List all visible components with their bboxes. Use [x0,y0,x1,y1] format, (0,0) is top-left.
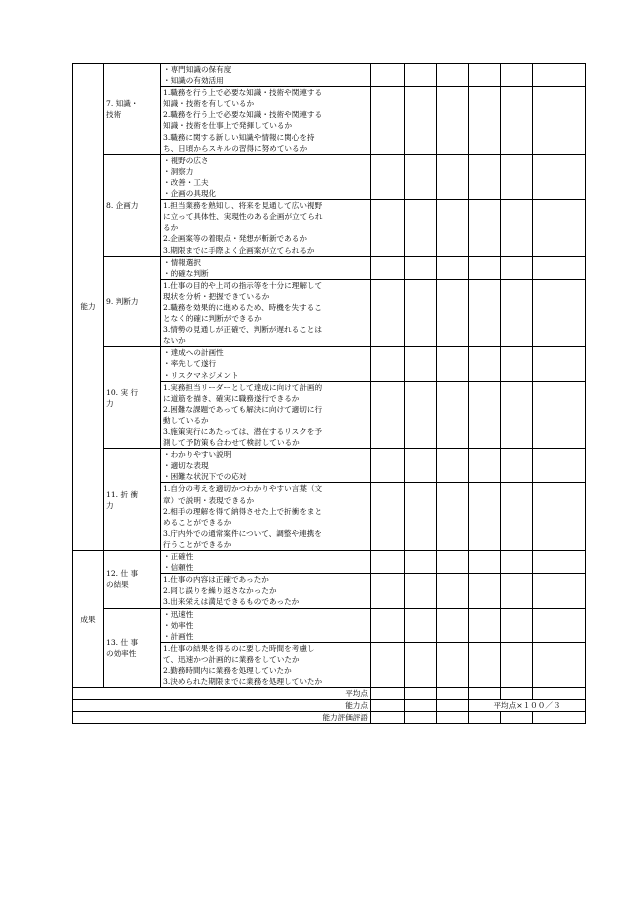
score-cell[interactable] [501,642,533,687]
item-label [104,449,161,551]
item-label-line: 12. 仕 事 [106,569,139,579]
score-cell[interactable] [437,381,469,449]
score-cell[interactable] [371,200,405,256]
score-cell[interactable] [437,700,469,712]
score-cell[interactable] [501,279,533,347]
score-cell[interactable] [371,279,405,347]
score-cell[interactable] [501,688,533,700]
item-label-line: 技術 [106,109,122,119]
evaluation-question: 1.担当業務を熟知し、将来を見通して広い視野 [163,201,323,211]
item-label-line: 11. 折 衝 [106,489,139,499]
evaluation-points [161,449,371,483]
item-label-line: 8. 企画力 [106,200,139,210]
evaluation-question: 知識・技術を仕事上で発揮しているか [163,121,293,131]
score-cell[interactable] [437,483,469,551]
score-cell[interactable] [469,64,501,87]
criteria-row [73,608,586,642]
evaluation-point: ・効率性 [163,620,194,630]
item-label-line: の結果 [106,580,129,590]
score-cell[interactable] [533,551,586,574]
item-label-line: 9. 判断力 [106,296,139,306]
score-cell[interactable] [371,608,405,642]
score-cell[interactable] [437,279,469,347]
evaluation-question: 3.庁内外での通常案件について、調整や連携を [163,528,322,538]
score-cell[interactable] [533,154,586,199]
evaluation-question: 1.実務担当リーダーとして達成に向けて計画的 [163,382,323,392]
evaluation-question: るか [163,223,179,233]
score-cell[interactable] [371,256,405,279]
score-cell[interactable] [405,688,437,700]
evaluation-point: ・信頼性 [163,563,194,573]
score-cell[interactable] [405,483,437,551]
score-cell[interactable] [533,574,586,608]
evaluation-questions [161,279,371,347]
evaluation-point: ・改善・工夫 [163,177,209,187]
evaluation-question: めることができるか [163,517,232,527]
average-label: 平均点 [73,688,371,700]
score-cell[interactable] [501,449,533,483]
item-label [104,154,161,256]
score-cell[interactable] [533,347,586,381]
evaluation-question: 2.相手の理解を得て納得させた上で折衝をまと [163,506,323,516]
score-cell[interactable] [405,381,437,449]
score-cell[interactable] [371,347,405,381]
score-cell[interactable] [371,64,405,87]
evaluation-question: 3.施策実行にあたっては、潜在するリスクを予 [163,427,322,436]
score-cell[interactable] [533,483,586,551]
score-cell[interactable] [371,700,405,712]
evaluation-point: ・専門知識の保有度 [163,65,232,74]
score-cell[interactable] [533,200,586,256]
score-cell[interactable] [405,256,437,279]
score-cell[interactable] [533,64,586,87]
criteria-row [73,256,586,279]
evaluation-point: ・適切な表現 [163,461,209,471]
ability-evaluation-label: 能力評価評語 [73,712,371,724]
score-cell[interactable] [533,642,586,687]
score-cell[interactable] [405,642,437,687]
score-cell[interactable] [469,347,501,381]
evaluation-point: ・的確な判断 [163,268,209,278]
score-cell[interactable] [371,712,405,724]
criteria-row [73,64,586,87]
score-cell[interactable] [501,154,533,199]
evaluation-question: 1.仕事の目的や上司の指示等を十分に理解して [163,280,323,290]
score-cell[interactable] [437,256,469,279]
score-cell[interactable] [437,200,469,256]
score-cell[interactable] [437,154,469,199]
score-cell[interactable] [469,256,501,279]
score-cell[interactable] [533,381,586,449]
item-label-line: 力 [106,398,114,408]
footer-average-row [73,688,586,700]
item-label [104,608,161,688]
evaluation-point: ・リスクマネジメント [163,370,239,380]
score-cell[interactable] [501,87,533,155]
score-cell[interactable] [437,642,469,687]
score-cell[interactable] [437,64,469,87]
evaluation-question: 1.仕事の内容は正確であったか [163,575,269,585]
score-cell[interactable] [405,608,437,642]
score-cell[interactable] [405,64,437,87]
evaluation-question: となく的確に判断ができるか [163,314,262,324]
evaluation-questions [161,87,371,155]
score-cell[interactable] [533,449,586,483]
score-cell[interactable] [501,64,533,87]
score-cell[interactable] [437,87,469,155]
evaluation-question: 2.勤務時間内に業務を処理していたか [163,665,292,675]
evaluation-question: 測して予防策も合わせて検討しているか [163,438,300,448]
evaluation-question: 2.企画案等の着眼点・発想が斬新であるか [163,234,307,244]
score-cell[interactable] [437,449,469,483]
evaluation-table [72,63,586,724]
score-cell[interactable] [533,87,586,155]
score-cell[interactable] [405,279,437,347]
evaluation-point: ・視野の広さ [163,155,209,165]
score-cell[interactable] [371,154,405,199]
score-cell[interactable] [437,551,469,574]
item-label-line: 力 [106,500,114,510]
score-cell[interactable] [533,608,586,642]
evaluation-question: 1.仕事の結果を得るのに要した時間を考慮し [163,643,315,653]
score-cell[interactable] [437,608,469,642]
evaluation-question: 2.同じ誤りを繰り返さなかったか [163,586,277,596]
score-cell[interactable] [405,347,437,381]
evaluation-points [161,551,371,574]
evaluation-point: ・洞察力 [163,166,194,176]
evaluation-questions [161,381,371,449]
score-cell[interactable] [501,200,533,256]
evaluation-question: 知識・技術を有しているか [163,99,255,109]
score-cell[interactable] [371,483,405,551]
evaluation-question: 3.期限までに手際よく企画案が立てられるか [163,245,315,255]
score-cell[interactable] [469,87,501,155]
item-label-line: 7. 知識・ [106,98,139,108]
category-results: 成果 [73,551,104,688]
evaluation-point: ・達成への計画性 [163,348,224,358]
score-cell[interactable] [469,381,501,449]
score-cell[interactable] [405,574,437,608]
score-cell[interactable] [501,347,533,381]
score-cell[interactable] [371,574,405,608]
score-cell[interactable] [533,256,586,279]
evaluation-point: ・率先して遂行 [163,359,217,369]
item-label [104,551,161,608]
evaluation-points [161,154,371,199]
score-cell[interactable] [437,712,469,724]
score-cell[interactable] [501,483,533,551]
criteria-row [73,154,586,199]
evaluation-question: 行うことができるか [163,539,232,549]
evaluation-point: ・困難な状況下での応対 [163,472,247,482]
evaluation-question: 1.自分の考えを適切かつわかりやすい言葉（文 [163,484,323,494]
score-cell[interactable] [405,200,437,256]
score-cell[interactable] [533,712,586,724]
evaluation-question: て、迅速かつ計画的に業務をしていたか [163,654,300,664]
evaluation-question: 3.職務に関する新しい知識や情報に関心を持 [163,132,315,142]
criteria-row [73,551,586,574]
criteria-row [73,449,586,483]
ability-score-label: 能力点 [73,700,371,712]
score-cell[interactable] [437,347,469,381]
evaluation-point: ・計画性 [163,631,194,641]
evaluation-table-body [73,64,586,724]
score-cell[interactable] [469,200,501,256]
evaluation-question: 3.決められた期限までに業務を処理していたか [163,677,323,687]
evaluation-questions [161,574,371,608]
score-cell[interactable] [469,642,501,687]
score-cell[interactable] [469,574,501,608]
score-cell[interactable] [501,608,533,642]
score-cell[interactable] [371,642,405,687]
score-cell[interactable] [405,87,437,155]
evaluation-question: 2.困難な課題であっても解決に向けて適切に行 [163,404,323,414]
score-cell[interactable] [469,154,501,199]
evaluation-question: 動しているか [163,415,209,425]
evaluation-question: ち、日頃からスキルの習得に努めているか [163,143,308,153]
score-cell[interactable] [469,688,501,700]
footer-ability-score-row [73,700,586,712]
score-cell[interactable] [371,449,405,483]
score-cell[interactable] [469,608,501,642]
evaluation-point: ・正確性 [163,552,194,562]
item-label-line: の効率性 [106,648,137,658]
ability-formula: 平均点×１００／３ [469,700,586,712]
score-cell[interactable] [437,574,469,608]
score-cell[interactable] [437,688,469,700]
evaluation-question: 3.情勢の見通しが正確で、判断が遅れることは [163,325,322,335]
score-cell[interactable] [501,256,533,279]
evaluation-question: に道筋を描き、確実に職務遂行できるか [163,393,300,403]
item-label-line: 13. 仕 事 [106,637,139,647]
score-cell[interactable] [469,551,501,574]
score-cell[interactable] [371,551,405,574]
footer-ability-evaluation-row [73,712,586,724]
evaluation-point: ・迅速性 [163,609,194,619]
score-cell[interactable] [405,551,437,574]
evaluation-questions [161,642,371,687]
score-cell[interactable] [405,154,437,199]
category-ability: 能力 [73,64,104,551]
score-cell[interactable] [469,449,501,483]
evaluation-question: 2.職務を行う上で必要な知識・技術や関連する [163,110,323,120]
score-cell[interactable] [371,688,405,700]
score-cell[interactable] [405,712,437,724]
evaluation-points [161,64,371,87]
score-cell[interactable] [371,381,405,449]
item-label [104,64,161,155]
evaluation-question: 1.職務を行う上で必要な知識・技術や関連する [163,88,323,98]
item-label-line: 10. 実 行 [106,387,139,397]
score-cell[interactable] [405,449,437,483]
evaluation-question: に立って具体性、実現性のある企画が立てられ [163,212,323,222]
score-cell[interactable] [501,551,533,574]
evaluation-question: 2.職務を効果的に進めるため、時機を失するこ [163,302,322,312]
evaluation-questions [161,483,371,551]
score-cell[interactable] [469,279,501,347]
score-cell[interactable] [469,483,501,551]
score-cell[interactable] [405,700,437,712]
score-cell[interactable] [501,574,533,608]
evaluation-points [161,347,371,381]
item-label [104,256,161,347]
evaluation-point: ・知識の有効活用 [163,76,224,86]
evaluation-question: 章）で説明・表現できるか [163,495,255,505]
score-cell[interactable] [469,712,501,724]
evaluation-question: 現状を分析・把握できているか [163,291,270,301]
score-cell[interactable] [533,279,586,347]
evaluation-points [161,256,371,279]
evaluation-points [161,608,371,642]
score-cell[interactable] [501,712,533,724]
score-cell[interactable] [371,87,405,155]
evaluation-question: 3.出来栄えは満足できるものであったか [163,597,300,607]
evaluation-point: ・情報選択 [163,257,201,267]
score-cell[interactable] [501,381,533,449]
criteria-row [73,347,586,381]
item-label [104,347,161,449]
evaluation-point: ・企画の具現化 [163,189,217,199]
evaluation-point: ・わかりやすい説明 [163,450,232,460]
evaluation-questions [161,200,371,256]
evaluation-question: ないか [163,336,186,346]
score-cell[interactable] [533,688,586,700]
